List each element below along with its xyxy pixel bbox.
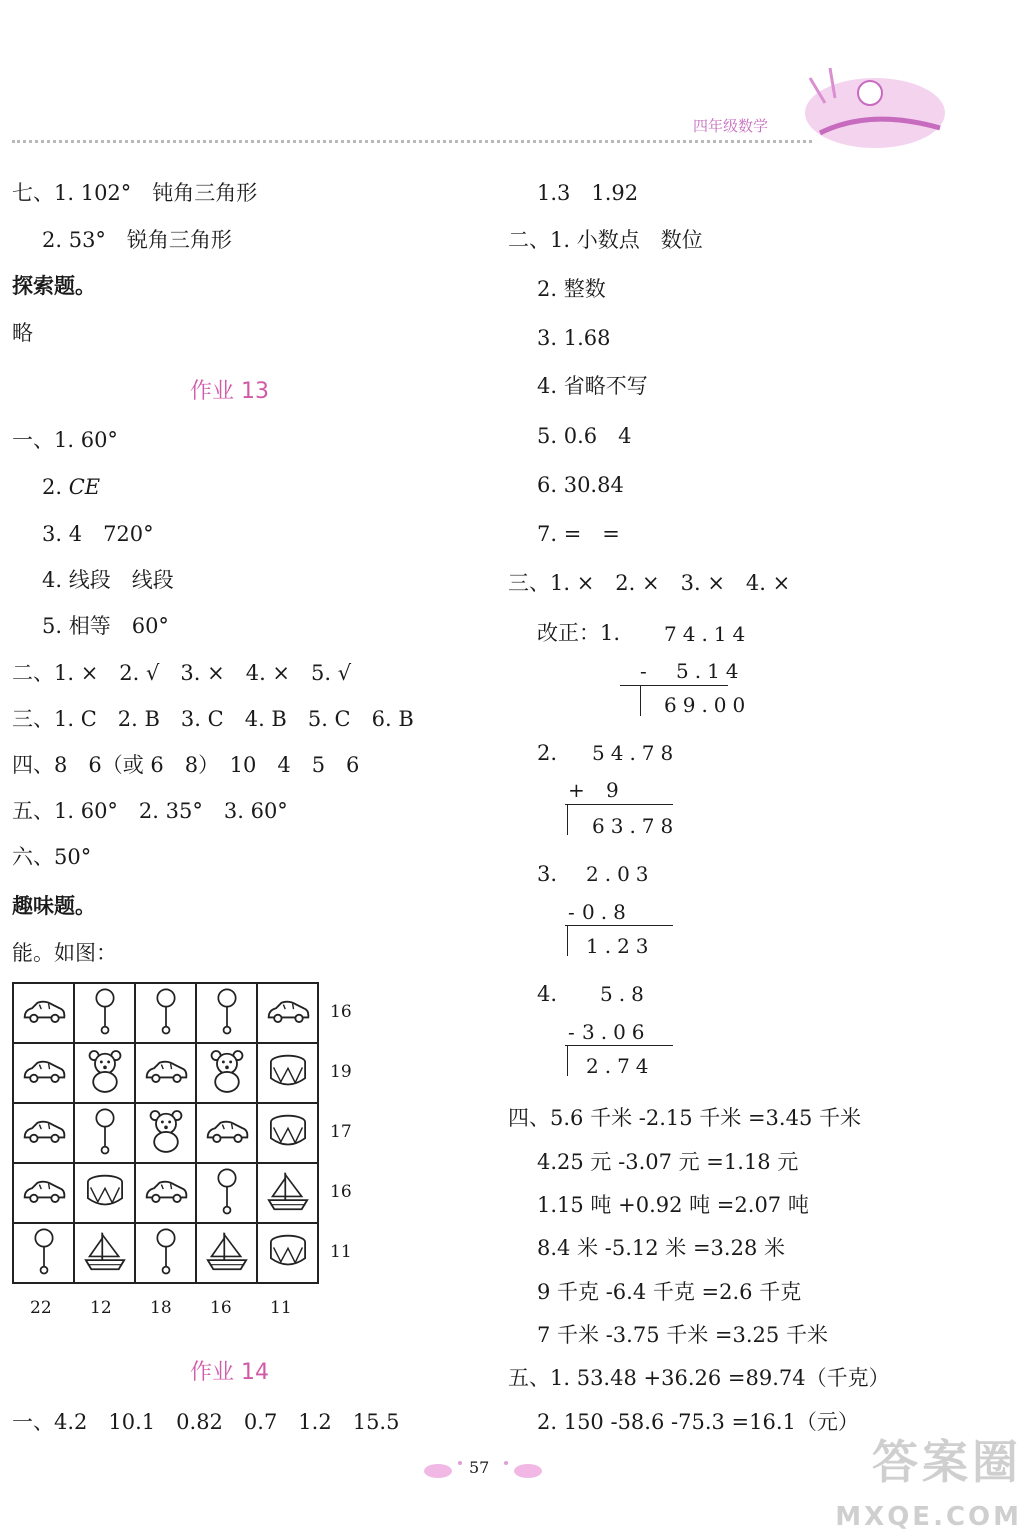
row-sum: 19 [330,1062,352,1082]
grid-row [13,1223,318,1283]
grid-cell [13,1163,74,1223]
grid-cell [74,1103,135,1163]
calc-second: 5.14 [676,659,745,683]
col-sum: 18 [150,1298,172,1318]
rattle-icon [153,986,179,1036]
row-sum: 17 [330,1122,352,1142]
grid-cell [196,1223,257,1283]
answer-line: 4. 省略不写 [537,374,648,398]
row-sum: 16 [330,1182,352,1202]
answer-line: 二、1. × 2. √ 3. × 4. × 5. √ [12,661,352,685]
calc-second: 3.06 [582,1020,651,1044]
grid-cell [13,1043,74,1103]
rattle-icon [92,986,118,1036]
answer-line: 1.15 吨 +0.92 吨 =2.07 吨 [537,1193,809,1217]
answer-line: 三、1. C 2. B 3. C 4. B 5. C 6. B [12,707,414,731]
car-icon [21,996,67,1026]
answer-line: 4.25 元 -3.07 元 =1.18 元 [537,1150,799,1174]
calc-operator: + [568,778,591,802]
section-label: 探索题。 [12,273,96,298]
grid-cell [13,983,74,1043]
answer-line: 7. = = [537,522,620,546]
grid-cell [74,1043,135,1103]
answer-line: 2. 53° 锐角三角形 [42,228,232,252]
section-title-14: 作业 14 [190,1360,269,1385]
puzzle-grid [12,982,319,1284]
calc-line [565,804,673,805]
answer-line: 五、1. 53.48 +36.26 =89.74（千克） [508,1366,890,1390]
watermark-bottom: MXQE.COM [835,1502,1022,1532]
calc-bracket [567,926,568,956]
answer-line: 2. CE [42,475,101,499]
bear-icon [207,1048,247,1094]
calc-line [565,925,673,926]
grid-cell [13,1103,74,1163]
watermark-top: 答案圈 [872,1435,1022,1489]
drum-icon [268,1233,308,1269]
rattle-icon [214,1166,240,1216]
rattle-icon [92,1106,118,1156]
answer-line: 略 [12,321,33,345]
calc-operator: - [568,1020,581,1044]
car-icon [265,996,311,1026]
header-subject: 四年级数学 [693,117,769,135]
calc-line [565,1045,673,1046]
rattle-icon [31,1226,57,1276]
answer-line: 5. 相等 60° [42,614,169,638]
calc-second: 9 [606,778,625,802]
grid-row [13,1043,318,1103]
bear-icon [85,1048,125,1094]
calc-result: 2.74 [586,1054,655,1078]
answer-line: 5. 0.6 4 [537,424,632,448]
drum-icon [268,1113,308,1149]
drum-icon [85,1173,125,1209]
grid-cell [257,1043,318,1103]
ship-icon [84,1229,126,1273]
section-label: 趣味题。 [12,893,96,918]
row-sum: 16 [330,1002,352,1022]
grid-cell [196,983,257,1043]
header-decoration-icon [790,58,960,158]
grid-cell [196,1043,257,1103]
grid-cell [74,1163,135,1223]
calc-label: 3. [537,862,558,886]
calc-operator: - [568,900,581,924]
grid-cell [74,1223,135,1283]
car-icon [204,1116,250,1146]
grid-cell [135,1223,196,1283]
grid-cell [257,1103,318,1163]
car-icon [21,1056,67,1086]
answer-line: 一、1. 60° [12,428,118,452]
page-number: 57 [469,1458,490,1477]
grid-cell [196,1103,257,1163]
answer-line: 1.3 1.92 [537,181,639,205]
answer-line: 四、8 6（或 6 8） 10 4 5 6 [12,753,360,777]
calc-result: 1.23 [586,934,655,958]
answer-line: 三、1. × 2. × 3. × 4. × [508,571,791,595]
grid-cell [74,983,135,1043]
grid-cell [257,1163,318,1223]
calc-second: 0.8 [582,900,632,924]
fix-label: 改正：1. [537,621,621,645]
answer-line: 3. 4 720° [42,522,154,546]
drum-icon [268,1053,308,1089]
answer-line: 2. 整数 [537,277,606,301]
rattle-icon [214,986,240,1036]
calc-top: 74.14 [664,622,752,646]
grid-cell [13,1223,74,1283]
calc-top: 2.03 [586,862,655,886]
answer-line: 7 千米 -3.75 千米 =3.25 千米 [537,1323,828,1347]
grid-cell [196,1163,257,1223]
calc-bracket [567,1046,568,1076]
calc-result: 69.00 [664,693,752,717]
calc-bracket [567,805,568,835]
answer-line: 七、1. 102° 钝角三角形 [12,181,258,205]
col-sum: 22 [30,1298,52,1318]
col-sum: 16 [210,1298,232,1318]
grid-row [13,1103,318,1163]
grid-row [13,983,318,1043]
calc-top: 54.78 [592,741,680,765]
grid-row [13,1163,318,1223]
row-sum: 11 [330,1242,352,1262]
answer-line: 6. 30.84 [537,473,624,497]
grid-cell [135,1163,196,1223]
car-icon [143,1176,189,1206]
answer-line: 一、4.2 10.1 0.82 0.7 1.2 15.5 [12,1410,400,1434]
answer-line: 二、1. 小数点 数位 [508,228,703,252]
grid-cell [135,1103,196,1163]
calc-bracket [640,686,641,716]
header-rule [12,140,812,143]
answer-line: 四、5.6 千米 -2.15 千米 =3.45 千米 [508,1106,861,1130]
answer-line: 8.4 米 -5.12 米 =3.28 米 [537,1236,785,1260]
ship-icon [206,1229,248,1273]
rattle-icon [153,1226,179,1276]
grid-cell [257,983,318,1043]
ship-icon [267,1169,309,1213]
answer-line: 五、1. 60° 2. 35° 3. 60° [12,799,288,823]
col-sum: 12 [90,1298,112,1318]
answer-line: 9 千克 -6.4 千克 =2.6 千克 [537,1280,802,1304]
car-icon [143,1056,189,1086]
calc-label: 2. [537,741,558,765]
answer-line: 六、50° [12,845,92,869]
bear-icon [146,1108,186,1154]
grid-cell [135,983,196,1043]
answer-line: 3. 1.68 [537,326,611,350]
section-title-13: 作业 13 [190,379,269,404]
col-sum: 11 [270,1298,292,1318]
calc-top: 5.8 [600,982,650,1006]
calc-result: 63.78 [592,814,680,838]
car-icon [21,1116,67,1146]
grid-cell [135,1043,196,1103]
car-icon [21,1176,67,1206]
calc-operator: - [640,659,653,683]
grid-cell [257,1223,318,1283]
calc-label: 4. [537,982,558,1006]
answer-line: 能。如图： [12,941,117,965]
answer-line: 4. 线段 线段 [42,568,174,592]
answer-line: 2. 150 -58.6 -75.3 =16.1（元） [537,1410,859,1434]
calc-line [620,685,728,686]
